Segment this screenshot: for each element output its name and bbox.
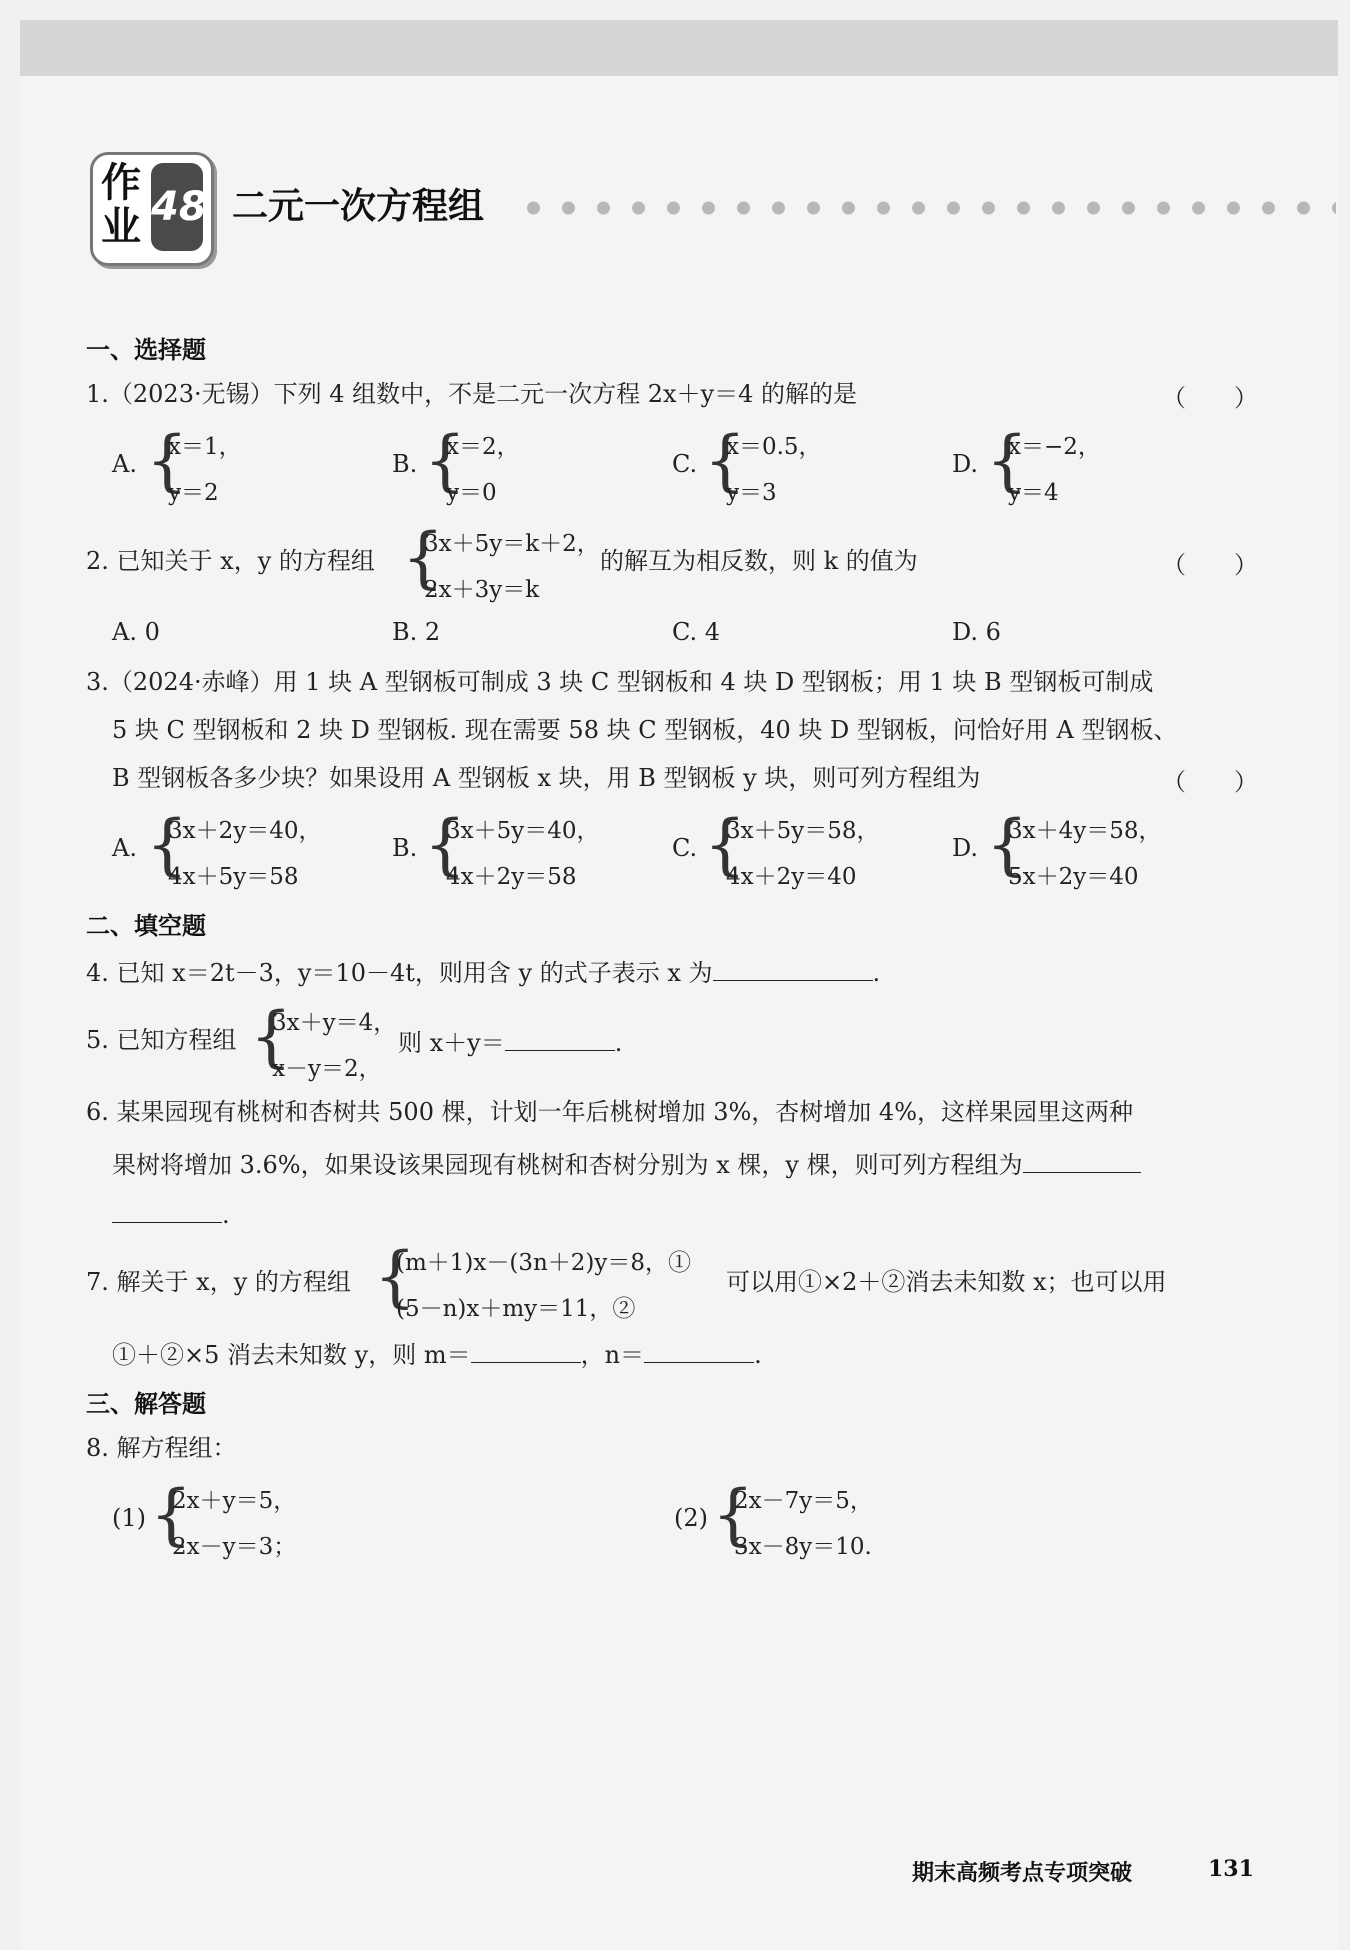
option-3a-label: A. bbox=[112, 834, 137, 862]
option-3d-label: D. bbox=[952, 834, 979, 862]
option-2d: D. 6 bbox=[952, 618, 1001, 646]
blank-5[interactable] bbox=[505, 1024, 615, 1051]
option-1c-label: C. bbox=[672, 450, 698, 478]
part-2-label: (2) bbox=[674, 1504, 708, 1532]
blank-7-n[interactable] bbox=[644, 1336, 754, 1363]
dot-leader-decoration bbox=[516, 200, 1336, 216]
top-shadow-band bbox=[20, 20, 1338, 76]
blank-6b[interactable] bbox=[112, 1196, 222, 1223]
question-6-line-3: . bbox=[112, 1196, 230, 1231]
badge-char-bottom: 业 bbox=[101, 204, 141, 250]
section-heading-fill: 二、填空题 bbox=[86, 912, 206, 940]
question-2-pre: 2. 已知关于 x，y 的方程组 bbox=[86, 547, 375, 575]
question-2-post: 的解互为相反数，则 k 的值为 bbox=[600, 547, 918, 575]
option-2a: A. 0 bbox=[112, 618, 160, 646]
option-2b: B. 2 bbox=[392, 618, 441, 646]
question-7-post: 可以用①×2＋②消去未知数 x；也可以用 bbox=[726, 1268, 1167, 1296]
option-1b-label: B. bbox=[392, 450, 418, 478]
section-heading-choice: 一、选择题 bbox=[86, 336, 206, 364]
part-1-label: (1) bbox=[112, 1504, 146, 1532]
question-1-text: 1.（2023·无锡）下列 4 组数中，不是二元一次方程 2x＋y＝4 的解的是 bbox=[86, 380, 858, 408]
option-1d-label: D. bbox=[952, 450, 979, 478]
answer-paren-2: （ ） bbox=[1162, 551, 1258, 579]
question-3-line-1: 3.（2024·赤峰）用 1 块 A 型钢板可制成 3 块 C 型钢板和 4 块 D 型钢板；用 1 块 B 型钢板可制成 bbox=[86, 668, 1154, 696]
question-4-text: 4. 已知 x＝2t－3，y＝10－4t，则用含 y 的式子表示 x 为 . bbox=[86, 954, 880, 989]
question-6-line-1: 6. 某果园现有桃树和杏树共 500 棵，计划一年后桃树增加 3%，杏树增加 4%，这样果园里这两种 bbox=[86, 1098, 1133, 1126]
question-5-post: 则 x＋y＝ . bbox=[398, 1024, 622, 1059]
page-sheet bbox=[20, 76, 1338, 1950]
badge-char-top: 作 bbox=[101, 160, 141, 206]
blank-6a[interactable] bbox=[1023, 1146, 1141, 1173]
question-7-line-2: ①＋②×5 消去未知数 y，则 m＝ ，n＝ . bbox=[112, 1336, 762, 1371]
page-number: 131 bbox=[1208, 1856, 1254, 1882]
footer-book-title: 期末高频考点专项突破 bbox=[912, 1861, 1133, 1886]
option-1a-label: A. bbox=[112, 450, 137, 478]
question-5-pre: 5. 已知方程组 bbox=[86, 1026, 237, 1054]
question-7-pre: 7. 解关于 x，y 的方程组 bbox=[86, 1268, 351, 1296]
badge-label bbox=[101, 161, 155, 253]
section-heading-solve: 三、解答题 bbox=[86, 1390, 206, 1418]
page-title: 二元一次方程组 bbox=[232, 186, 485, 227]
option-3c-label: C. bbox=[672, 834, 698, 862]
homework-badge bbox=[90, 152, 214, 266]
question-6-line-2: 果树将增加 3.6%，如果设该果园现有桃树和杏树分别为 x 棵，y 棵，则可列方程组为 bbox=[112, 1146, 1141, 1181]
option-3b-label: B. bbox=[392, 834, 418, 862]
question-8-text: 8. 解方程组： bbox=[86, 1434, 237, 1462]
blank-4[interactable] bbox=[713, 954, 873, 981]
blank-7-m[interactable] bbox=[471, 1336, 581, 1363]
option-2c: C. 4 bbox=[672, 618, 721, 646]
answer-paren-1: （ ） bbox=[1162, 384, 1258, 412]
question-3-line-3: B 型钢板各多少块？如果设用 A 型钢板 x 块，用 B 型钢板 y 块，则可列方程组为 bbox=[112, 764, 981, 792]
answer-paren-3: （ ） bbox=[1162, 768, 1258, 796]
badge-number: 48 bbox=[151, 163, 203, 251]
question-3-line-2: 5 块 C 型钢板和 2 块 D 型钢板. 现在需要 58 块 C 型钢板，40 块 D 型钢板，问恰好用 A 型钢板、 bbox=[112, 716, 1178, 744]
